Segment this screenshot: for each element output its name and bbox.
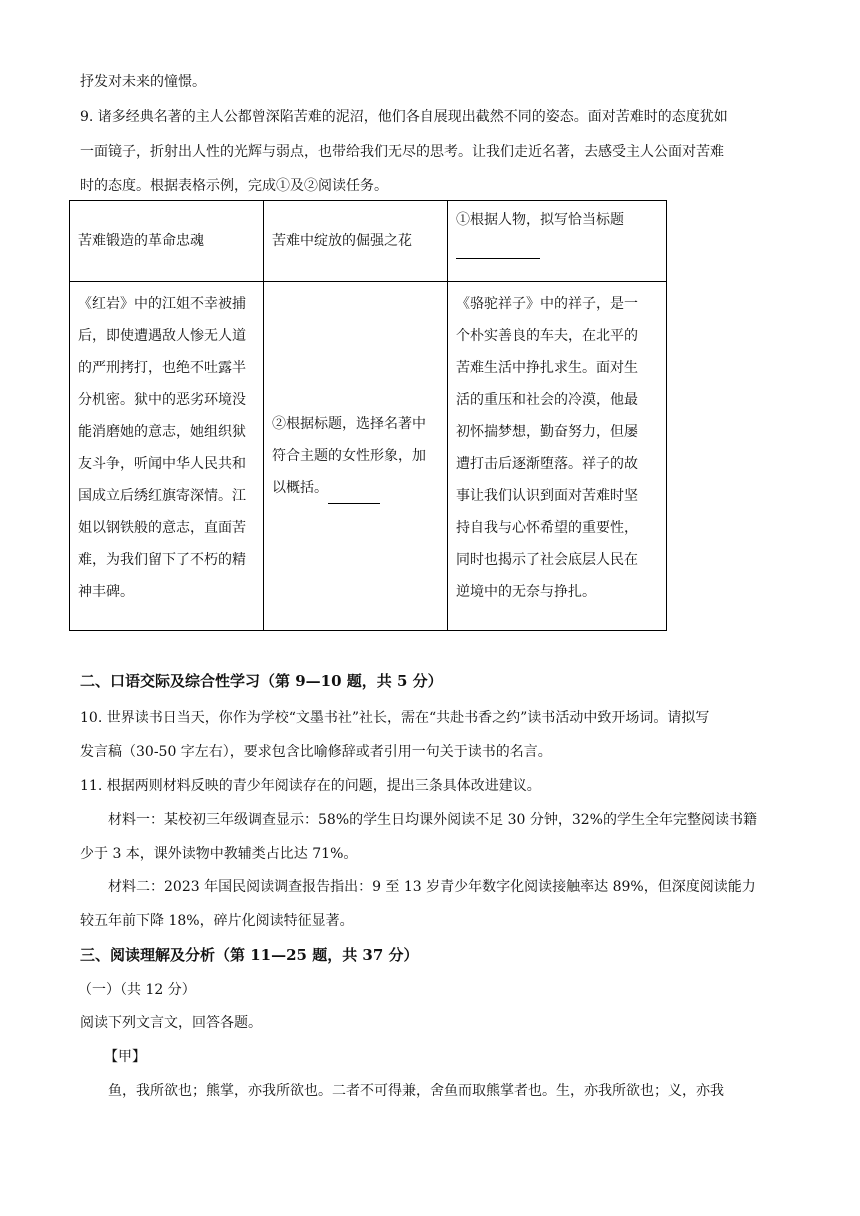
q9-line-3: 时的态度。根据表格示例，完成①及②阅读任务。 <box>80 178 388 194</box>
table-cell-xiangzi: 《骆驼祥子》中的祥子，是一 个朴实善良的车夫，在北平的 苦难生活中挣扎求生。面对生 活的重压和社会的冷漠，他最 初怀揣梦想，勤奋努力，但屡 遭打击后逐渐堕落。祥子的故 事让我们认识到面对苦难时坚 持自我与心怀希望的重要性， 同时也揭示了社会底层人民在 逆境中的无奈与挣扎。 <box>448 282 667 631</box>
passage-line-1: 鱼，我所欲也；熊掌，亦我所欲也。二者不可得兼，舍鱼而取熊掌者也。生，亦我所欲也；义，亦我 <box>108 1083 724 1099</box>
material1-line-2: 少于 3 本，课外读物中教辅类占比达 71%。 <box>80 846 358 862</box>
intro-tail: 抒发对未来的憧憬。 <box>80 74 206 90</box>
table-header-cell: 苦难锻造的革命忠魂 <box>70 201 264 282</box>
table-cell-jiangjie: 《红岩》中的江姐不幸被捕 后，即使遭遇敌人惨无人道 的严刑拷打，也绝不吐露半 分机密。狱中的恶劣环境没 能消磨她的意志，她组织狱 友斗争，听闻中华人民共和 国成立后绣红旗寄深情。江 姐以钢铁般的意志，直面苦 难，为我们留下了不朽的精 神丰碑。 <box>70 282 264 631</box>
q10-line-2: 发言稿（30-50 字左右），要求包含比喻修辞或者引用一句关于读书的名言。 <box>80 744 552 760</box>
q9-line-2: 一面镜子，折射出人性的光辉与弱点，也带给我们无尽的思考。让我们走近名著，去感受主人公面对苦难 <box>80 144 724 160</box>
table-header-cell: ①根据人物，拟写恰当标题 <box>448 201 667 282</box>
material2-line-1: 材料二：2023 年国民阅读调查报告指出：9 至 13 岁青少年数字化阅读接触率达 89%，但深度阅读能力 <box>108 879 756 895</box>
section3-sub1: （一）（共 12 分） <box>78 982 196 998</box>
table-cell-task2: ②根据标题，选择名著中 符合主题的女性形象，加 以概括。 <box>264 282 448 631</box>
material1-line-1: 材料一：某校初三年级调查显示：58%的学生日均课外阅读不足 30 分钟，32%的学生全年完整阅读书籍 <box>108 812 757 828</box>
q9-line-1: 9. 诸多经典名著的主人公都曾深陷苦难的泥沼，他们各自展现出截然不同的姿态。面对苦难时的态度犹如 <box>80 109 728 125</box>
material2-line-2: 较五年前下降 18%，碎片化阅读特征显著。 <box>80 913 354 929</box>
q9-table <box>69 200 667 631</box>
answer-blank-female[interactable] <box>328 485 380 504</box>
q11: 11. 根据两则材料反映的青少年阅读存在的问题，提出三条具体改进建议。 <box>80 778 541 794</box>
section3-title: 三、阅读理解及分析（第 11—25 题，共 37 分） <box>80 946 419 964</box>
section2-title: 二、口语交际及综合性学习（第 9—10 题，共 5 分） <box>80 672 443 690</box>
table-header-cell: 苦难中绽放的倔强之花 <box>264 201 448 282</box>
q10-line-1: 10. 世界读书日当天，你作为学校“文墨书社”社长，需在“共赴书香之约”读书活动中致开场词。请拟写 <box>80 710 710 726</box>
table-row <box>70 282 667 631</box>
table-header-row <box>70 201 667 282</box>
section3-instruction: 阅读下列文言文，回答各题。 <box>80 1015 262 1031</box>
answer-blank-title[interactable] <box>456 240 540 259</box>
passage-jia-label: 【甲】 <box>104 1049 146 1065</box>
